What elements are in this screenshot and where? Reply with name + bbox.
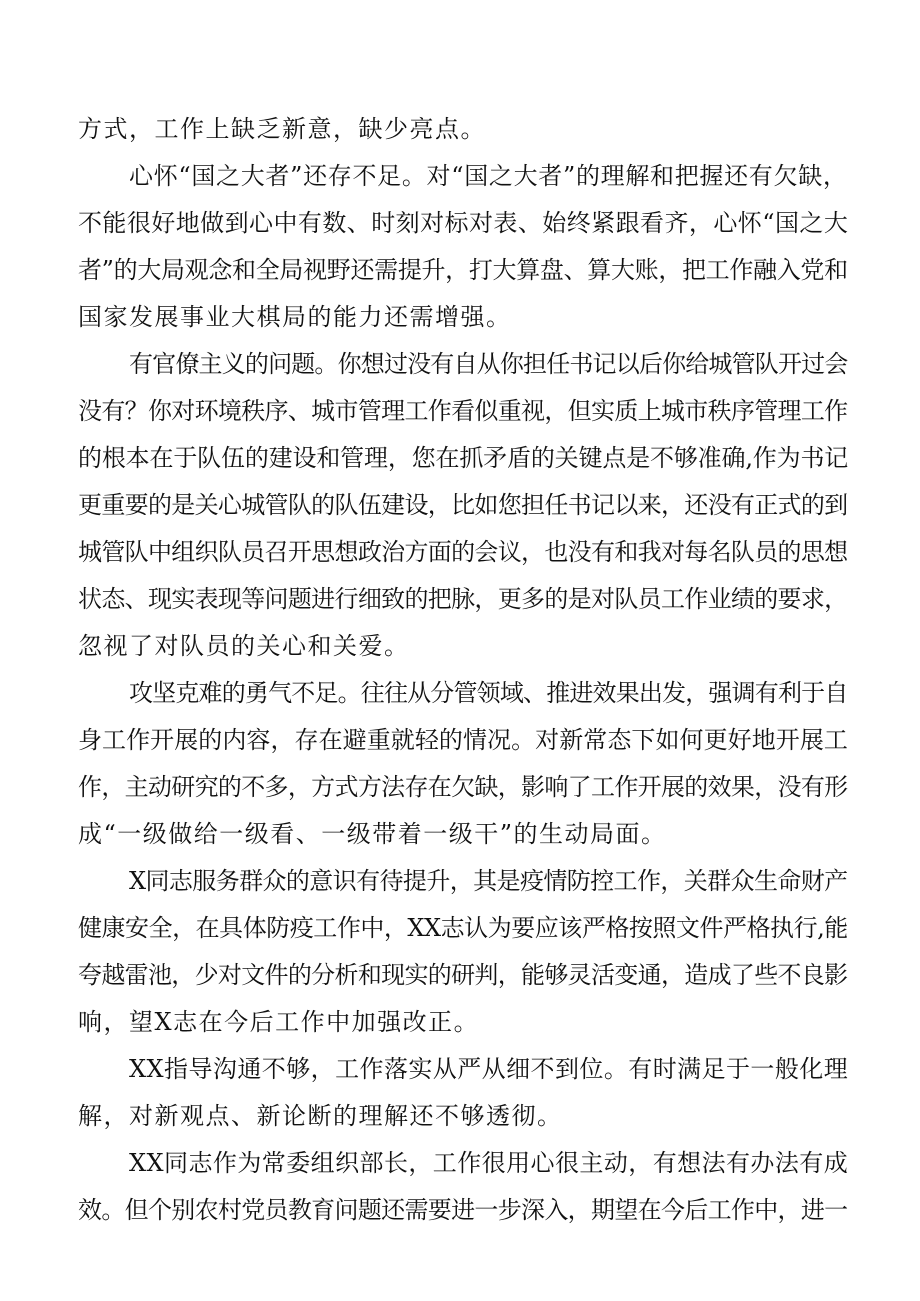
- text-line: 忽视了对队员的关心和关爱。: [78, 632, 410, 660]
- text-line: 城管队中组织队员召开思想政治方面的会议，也没有和我对每名队员的思想: [78, 538, 848, 566]
- text-line: 的根本在于队伍的建设和管理，您在抓矛盾的关键点是不够准确,作为书记: [78, 444, 849, 472]
- text-line: 更重要的是关心城管队的队伍建设，比如您担任书记以来，还没有正式的到: [78, 491, 848, 519]
- text-line: XX同志作为常委组织部长，工作很用心很主动，有想法有办法有成: [129, 1149, 849, 1177]
- text-line: 不能很好地做到心中有数、时刻对标对表、始终紧跟看齐，心怀“国之大: [78, 209, 849, 237]
- text-line: 解，对新观点、新论断的理解还不够透彻。: [78, 1102, 563, 1130]
- text-line: 成“一级做给一级看、一级带着一级干”的生动局面。: [78, 820, 667, 848]
- text-line: XX指导沟通不够，工作落实从严从细不到位。有时满足于一般化理: [129, 1055, 849, 1083]
- text-line: 响，望X志在今后工作中加强改正。: [78, 1008, 480, 1036]
- text-line: 有官僚主义的问题。你想过没有自从你担任书记以后你给城管队开过会: [129, 350, 848, 378]
- text-line: 作，主动研究的不多，方式方法存在欠缺，影响了工作开展的效果，没有形: [78, 773, 848, 801]
- text-line: 夸越雷池，少对文件的分析和现实的研判，能够灵活变通，造成了些不良影: [78, 961, 848, 989]
- text-line: 效。但个别农村党员教育问题还需要进一步深入，期望在今后工作中，进一: [78, 1196, 848, 1224]
- text-line: 健康安全，在具体防疫工作中，XX志认为要应该严格按照文件严格执行,能: [78, 914, 848, 942]
- text-line: 国家发展事业大棋局的能力还需增强。: [78, 303, 512, 331]
- text-line: 身工作开展的内容，存在避重就轻的情况。对新常态下如何更好地开展工: [78, 726, 848, 754]
- text-line: 没有？你对环境秩序、城市管理工作看似重视，但实质上城市秩序管理工作: [78, 397, 848, 425]
- text-line: 心怀“国之大者”还存不足。对“国之大者”的理解和把握还有欠缺，: [129, 162, 848, 190]
- text-line: 者”的大局观念和全局视野还需提升，打大算盘、算大账，把工作融入党和: [78, 256, 848, 284]
- text-line: 攻坚克难的勇气不足。往往从分管领域、推进效果出发，强调有利于自: [129, 679, 848, 707]
- text-line: 状态、现实表现等问题进行细致的把脉，更多的是对队员工作业绩的要求，: [78, 585, 848, 613]
- text-line: X同志服务群众的意识有待提升，其是疫情防控工作，关群众生命财产: [129, 867, 848, 895]
- text-line: 方式，工作上缺乏新意，缺少亮点。: [78, 115, 486, 143]
